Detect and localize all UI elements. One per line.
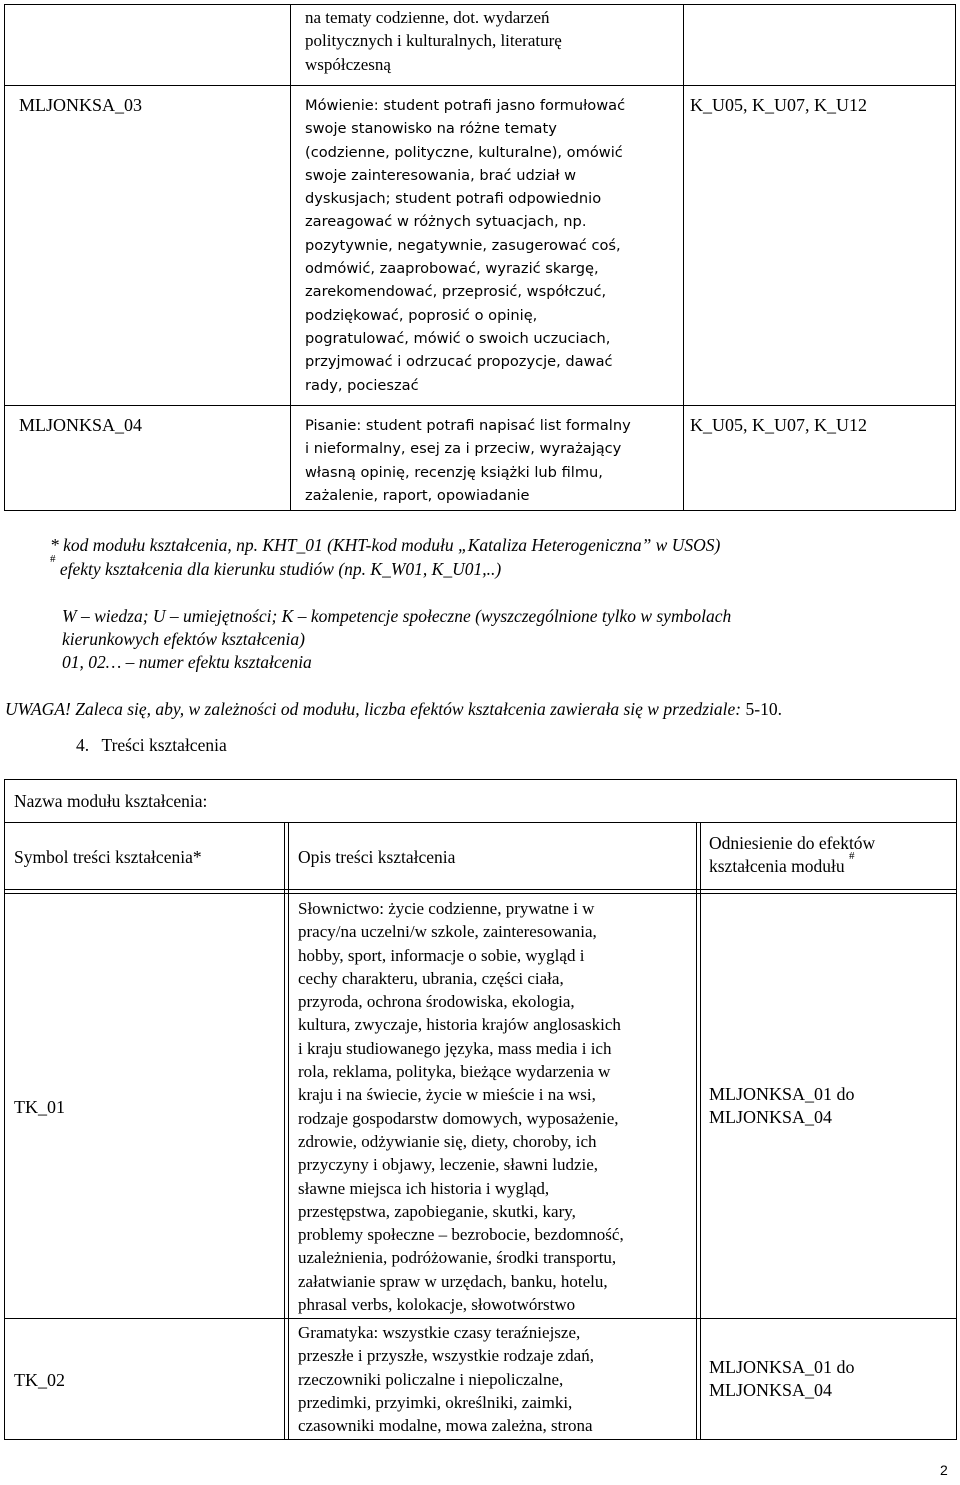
description-line: dyskusjach; student potrafi odpowiednio <box>305 190 602 208</box>
description-line: Mówienie: student potrafi jasno formułować <box>305 97 626 114</box>
table-border <box>4 1318 957 1319</box>
description-line: przeszłe i przyszłe, wszystkie rodzaje zdań, <box>298 1346 594 1366</box>
header-symbol: Symbol treści kształcenia* <box>14 847 202 867</box>
description-line: współczesną <box>305 54 391 74</box>
table-row <box>305 94 683 397</box>
description-line: własną opinię, recenzję książki lub filmu, <box>305 463 603 481</box>
description-line: zażalenie, raport, opowiadanie <box>305 486 530 504</box>
description-line: podziękować, poprosić o opinię, <box>305 306 538 324</box>
description-line: Gramatyka: wszystkie czasy teraźniejsze, <box>298 1323 581 1342</box>
table-border <box>696 822 697 1440</box>
description-line: rady, pocieszać <box>305 376 419 394</box>
header-reference <box>709 832 875 879</box>
description-line: (codzienne, polityczne, kulturalne), omówić <box>305 143 623 161</box>
reference-line: MLJONKSA_01 do <box>709 1084 855 1104</box>
footnote-hash-text: efekty kształcenia dla kierunku studiów (np. K_W01, K_U01,..) <box>55 559 502 579</box>
description-line: cechy charakteru, ubrania, części ciała, <box>298 968 564 988</box>
section-heading <box>76 734 227 756</box>
table-border <box>4 889 957 890</box>
content-reference <box>709 1083 855 1130</box>
description-line: przedimki, przyimki, określniki, zaimki, <box>298 1392 573 1412</box>
uwaga-prefix: UWAGA! <box>5 699 71 719</box>
description-line: pozytywnie, negatywnie, zasugerować coś, <box>305 236 621 254</box>
description-line: Słownictwo: życie codzienne, prywatne i w <box>298 899 595 918</box>
description-line: przyczyny i objawy, leczenie, sławni ludzie, <box>298 1155 599 1175</box>
description-line: rodzaje gospodarstw domowych, wyposażenie, <box>298 1108 619 1128</box>
description-line: i kraju studiowanego języka, mass media i ich <box>298 1038 612 1058</box>
description-line: politycznych i kulturalnych, literaturę <box>305 31 562 51</box>
reference-line: MLJONKSA_04 <box>709 1380 833 1401</box>
header-description: Opis treści kształcenia <box>298 847 456 867</box>
description-line: czasowniki modalne, mowa zależna, strona <box>298 1416 593 1436</box>
description-line: Pisanie: student potrafi napisać list formalny <box>305 417 631 434</box>
footnote-star: * kod modułu kształcenia, np. KHT_01 (KHT-kod modułu „Kataliza Heterogeniczna” w USOS) <box>50 535 721 555</box>
page-number: 2 <box>940 1462 948 1478</box>
table-border <box>284 822 285 1440</box>
description-line: pracy/na uczelni/w szkole, zainteresowania, <box>298 922 597 942</box>
table-border <box>288 822 289 1440</box>
table-border <box>4 893 957 894</box>
description-line: swoje stanowisko na różne tematy <box>305 120 557 138</box>
effects-reference: K_U05, K_U07, K_U12 <box>690 95 867 115</box>
effects-reference: K_U05, K_U07, K_U12 <box>690 415 867 435</box>
description-line: problemy społeczne – bezrobocie, bezdomność, <box>298 1225 624 1245</box>
description-line: zdrowie, odżywianie się, diety, choroby, ich <box>298 1131 597 1151</box>
description-line: rola, reklama, polityka, bieżące wydarzenia w <box>298 1062 611 1082</box>
table-border <box>4 4 5 511</box>
description-line: załatwianie spraw w urzędach, banku, hotelu, <box>298 1271 608 1291</box>
description-line: przyroda, ochrona środowiska, ekologia, <box>298 992 575 1012</box>
table-row <box>305 414 683 507</box>
table-border <box>700 822 701 1440</box>
table-border <box>4 85 956 86</box>
description-line: na tematy codzienne, dot. wydarzeń <box>305 8 550 27</box>
content-symbol: TK_01 <box>14 1097 65 1117</box>
description-line: hobby, sport, informacje o sobie, wygląd i <box>298 945 585 965</box>
description-line: sławne miejsca ich historia i wygląd, <box>298 1178 550 1198</box>
description-line: przestępstwa, zapobieganie, skutki, kary, <box>298 1201 576 1221</box>
footnote-hash <box>50 553 502 580</box>
description-line: i nieformalny, esej za i przeciw, wyrażający <box>305 440 622 458</box>
table-border <box>4 822 957 823</box>
uwaga-text: Zaleca się, aby, w zależności od modułu, liczba efektów kształcenia zawierała się w przedziale: <box>70 699 746 719</box>
description-line: odmówić, zaaprobować, wyrazić skargę, <box>305 260 599 278</box>
description-line: phrasal verbs, kolokacje, słowotwórstwo <box>298 1295 576 1315</box>
table-border <box>683 4 684 511</box>
header-reference-line2: kształcenia modułu <box>709 856 845 877</box>
table-border <box>4 1439 957 1440</box>
table-border <box>290 4 291 511</box>
legend-line: 01, 02… – numer efektu kształcenia <box>62 652 312 672</box>
table-border <box>4 4 956 5</box>
header-reference-line <box>709 850 875 878</box>
module-code: MLJONKSA_03 <box>19 95 143 115</box>
header-reference-line: Odniesienie do efektów <box>709 833 876 853</box>
description-line: pogratulować, mówić o swoich uczuciach, <box>305 329 611 347</box>
table-border <box>4 779 957 780</box>
description-line: przyjmować i odrzucać propozycje, dawać <box>305 353 613 371</box>
description-line: uzależnienia, podróżowanie, środki transportu, <box>298 1248 617 1268</box>
table-border <box>4 779 5 1440</box>
description-line: kultura, zwyczaje, historia krajów anglosaskich <box>298 1015 621 1035</box>
description-line: zarekomendować, przeprosić, współczuć, <box>305 283 607 301</box>
uwaga-note <box>5 698 782 720</box>
description-line: swoje zainteresowania, brać udział w <box>305 166 577 184</box>
table-border <box>4 405 956 406</box>
module-code: MLJONKSA_04 <box>19 415 143 435</box>
section-number: 4. <box>76 735 90 755</box>
description-line: rzeczowniki policzalne i niepoliczalne, <box>298 1369 564 1389</box>
reference-line: MLJONKSA_01 do <box>709 1357 855 1377</box>
hash-mark: # <box>50 553 56 566</box>
table-row <box>298 897 694 1316</box>
section-title: Treści kształcenia <box>101 735 227 755</box>
reference-line: MLJONKSA_04 <box>709 1107 833 1128</box>
content-symbol: TK_02 <box>14 1370 65 1390</box>
legend-line: W – wiedza; U – umiejętności; K – kompetencje społeczne (wyszczególnione tylko w symbolach <box>62 606 732 626</box>
content-reference <box>709 1356 855 1403</box>
table-border <box>955 4 956 511</box>
table-row <box>298 1321 694 1437</box>
uwaga-range: 5-10. <box>745 699 782 719</box>
legend-line: kierunkowych efektów kształcenia) <box>62 629 305 649</box>
table-border <box>4 510 956 511</box>
table-border <box>956 779 957 1440</box>
hash-mark: # <box>848 850 855 863</box>
table-row <box>305 6 675 76</box>
description-line: zareagować w różnych sytuacjach, np. <box>305 213 587 231</box>
description-line: kraju i na świecie, życie w mieście i na wsi, <box>298 1085 596 1105</box>
module-name-label: Nazwa modułu kształcenia: <box>14 791 208 811</box>
